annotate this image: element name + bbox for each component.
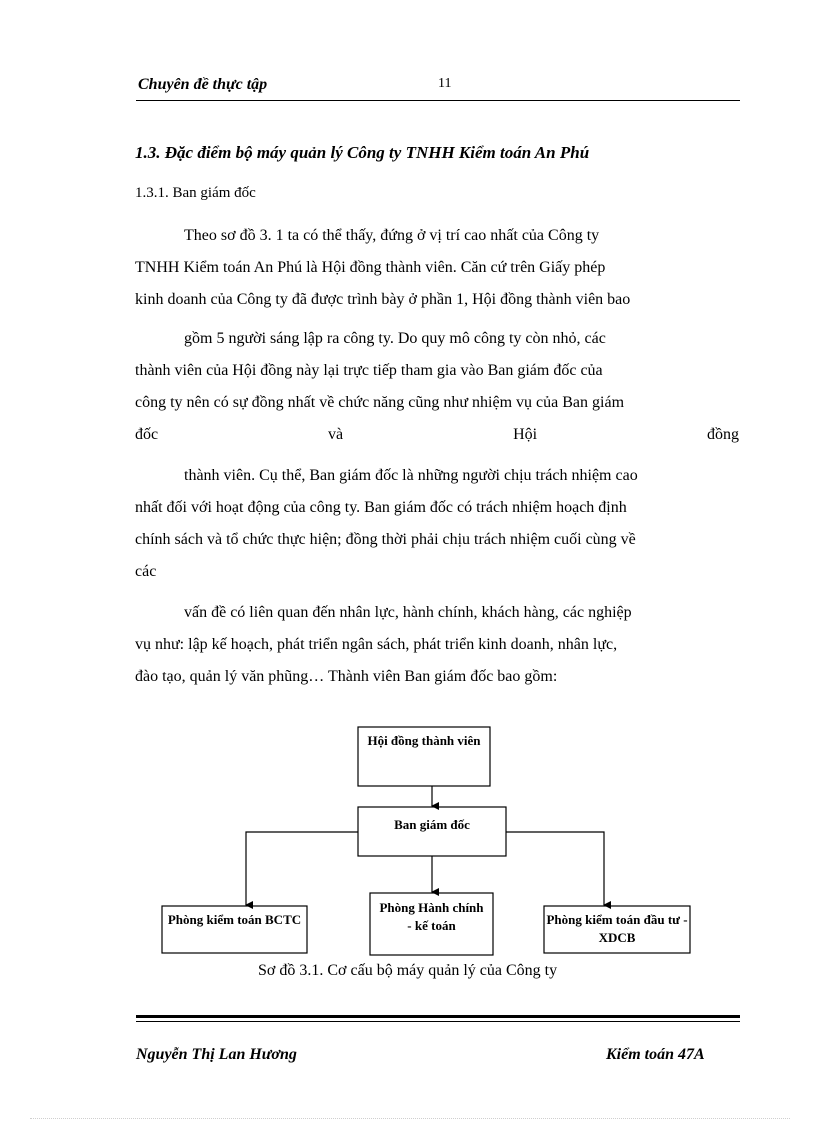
header-title: Chuyên đề thực tập — [138, 76, 268, 93]
node-directors-label: Ban giám đốc — [394, 817, 470, 832]
figure-caption: Sơ đồ 3.1. Cơ cấu bộ máy quản lý của Công ty — [258, 962, 558, 979]
paragraph-line: vấn đề có liên quan đến nhân lực, hành chính, khách hàng, các nghiệp — [184, 604, 632, 621]
paragraph-line-justified: đốc và Hội đồng — [135, 426, 739, 443]
paragraph-line: gồm 5 người sáng lập ra công ty. Do quy mô công ty còn nhỏ, các — [184, 330, 606, 347]
paragraph-line: kinh doanh của Công ty đã được trình bày ở phần 1, Hội đồng thành viên bao — [135, 291, 631, 308]
paragraph-line: TNHH Kiểm toán An Phú là Hội đồng thành viên. Căn cứ trên Giấy phép — [135, 259, 606, 276]
node-audit-invest-label: Phòng kiểm toán đầu tư -XDCB — [546, 912, 688, 945]
node-admin-label: Phòng Hành chính - kế toán — [379, 900, 484, 933]
node-board-label: Hội đồng thành viên — [367, 733, 481, 748]
page-number: 11 — [438, 76, 452, 91]
page-bottom-border — [30, 1118, 790, 1119]
footer-divider-thick — [136, 1015, 740, 1018]
footer-author: Nguyễn Thị Lan Hương — [136, 1046, 297, 1063]
footer-class: Kiểm toán 47A — [606, 1046, 705, 1063]
footer-divider-thin — [136, 1021, 740, 1022]
node-audit-bctc-label: Phòng kiểm toán BCTC — [167, 912, 302, 927]
subsection-heading: 1.3.1. Ban giám đốc — [135, 185, 256, 201]
arrow-directors-to-audit-bctc — [246, 832, 358, 905]
paragraph-line: thành viên. Cụ thể, Ban giám đốc là những người chịu trách nhiệm cao — [184, 467, 638, 484]
paragraph-line: công ty nên có sự đồng nhất về chức năng cũng như nhiệm vụ của Ban giám — [135, 394, 625, 411]
paragraph-line: đào tạo, quản lý văn phũng… Thành viên Ban giám đốc bao gồm: — [135, 668, 558, 685]
paragraph-line: chính sách và tổ chức thực hiện; đồng thời phải chịu trách nhiệm cuối cùng về — [135, 531, 636, 548]
paragraph-line: thành viên của Hội đồng này lại trực tiếp tham gia vào Ban giám đốc của — [135, 362, 603, 379]
paragraph-line: nhất đối với hoạt động của công ty. Ban giám đốc có trách nhiệm hoạch định — [135, 499, 627, 516]
arrow-directors-to-audit-invest — [506, 832, 604, 905]
section-heading: 1.3. Đặc điểm bộ máy quản lý Công ty TNHH Kiểm toán An Phú — [135, 143, 590, 162]
paragraph-line: vụ như: lập kế hoạch, phát triển ngân sách, phát triển kinh doanh, nhân lực, — [135, 636, 618, 653]
paragraph-line: các — [135, 563, 157, 580]
paragraph-line: Theo sơ đồ 3. 1 ta có thể thấy, đứng ở vị trí cao nhất của Công ty — [184, 227, 600, 244]
